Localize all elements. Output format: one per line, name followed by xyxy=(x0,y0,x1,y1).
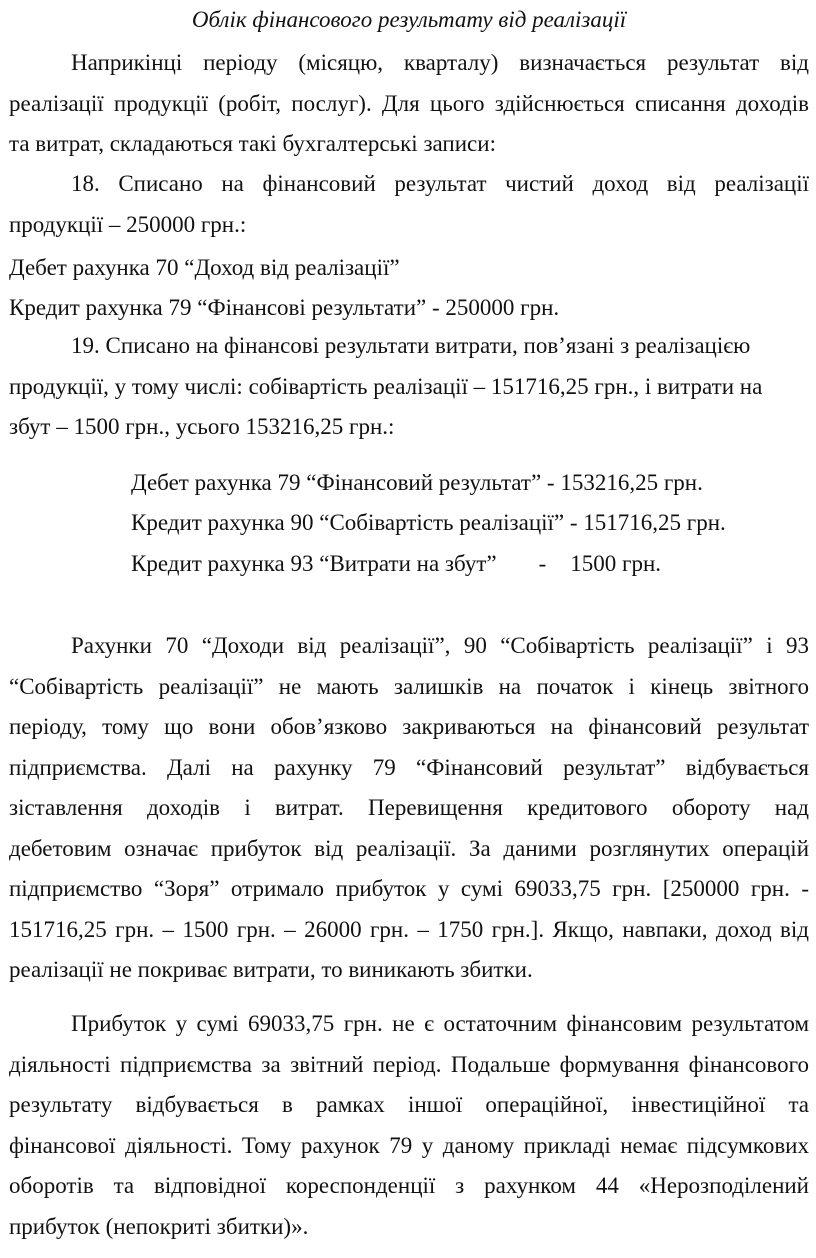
credit-93-account: Кредит рахунка 93 “Витрати на збут” xyxy=(131,551,497,576)
text-line: періоду, тому що вони обов’язково закриваються на фінансовий результат xyxy=(9,714,809,739)
text-line: оборотів та відповідної кореспонденції з рахунком 44 «Нерозподілений xyxy=(9,1173,809,1198)
text-line: реалізації продукції (робіт, послуг). Для цього здійснюється списання доходів xyxy=(9,90,809,116)
text-line: прибуток (непокриті збитки)». xyxy=(9,1213,309,1239)
operation-19-paragraph xyxy=(9,326,809,448)
text-line: дебетовим означає прибуток від реалізації. За даними розглянутих операцій xyxy=(9,835,809,861)
text-line: результату відбувається в рамках іншої операційної, інвестиційної та xyxy=(9,1092,809,1117)
text-line: підприємство “Зоря” отримало прибуток у сумі 69033,75 грн. [250000 грн. - xyxy=(9,876,809,901)
text-line: 18. Списано на фінансовий результат чистий доход від реалізації xyxy=(71,171,809,196)
text-line: діяльності підприємства за звітний період. Подальше формування фінансового xyxy=(9,1051,809,1077)
text-line: збут – 1500 грн., усього 153216,25 грн.: xyxy=(9,414,395,439)
text-line: 19. Списано на фінансові результати витрати, пов’язані з реалізацією xyxy=(71,333,751,358)
credit-93-amount: 1500 грн. xyxy=(570,551,662,576)
operation-18-debit: Дебет рахунка 70 “Доход від реалізації” xyxy=(9,255,400,280)
document-title: Облік фінансового результату від реалізації xyxy=(191,7,627,32)
profit-paragraph xyxy=(9,1004,809,1247)
operation-18-credit: Кредит рахунка 79 “Фінансові результати” - 250000 грн. xyxy=(9,295,560,320)
credit-93-dash: - xyxy=(538,551,547,576)
text-line: фінансової діяльності. Тому рахунок 79 у даному прикладі немає підсумкових xyxy=(9,1132,809,1158)
text-line: “Собівартість реалізації” не мають залишків на початок і кінець звітного xyxy=(9,673,809,699)
text-line: та витрат, складаються такі бухгалтерські записи: xyxy=(9,131,496,156)
accounts-paragraph xyxy=(9,626,809,991)
text-line: Наприкінці періоду (місяцю, кварталу) визначається результат від xyxy=(71,50,809,75)
text-line: реалізації не покриває витрати, то виникають збитки. xyxy=(9,957,533,982)
text-line: зіставлення доходів і витрат. Перевищення кредитового обороту над xyxy=(9,795,809,820)
text-line: Рахунки 70 “Доходи від реалізації”, 90 “Собівартість реалізації” і 93 xyxy=(71,633,809,658)
text-line: підприємства. Далі на рахунку 79 “Фінансовий результат” відбувається xyxy=(9,754,809,780)
intro-paragraph xyxy=(9,43,809,165)
operation-19-credit-93 xyxy=(131,549,661,579)
operation-19-debit: Дебет рахунка 79 “Фінансовий результат” - 153216,25 грн. xyxy=(131,470,703,495)
operation-18-paragraph xyxy=(9,164,809,245)
text-line: 151716,25 грн. – 1500 грн. – 26000 грн. – 1750 грн.]. Якщо, навпаки, доход від xyxy=(9,916,809,942)
text-line: продукції – 250000 грн.: xyxy=(9,211,247,237)
text-line: Прибуток у сумі 69033,75 грн. не є остаточним фінансовим результатом xyxy=(71,1011,809,1036)
operation-19-credit-90: Кредит рахунка 90 “Собівартість реалізації” - 151716,25 грн. xyxy=(131,510,726,535)
text-line: продукції, у тому числі: собівартість реалізації – 151716,25 грн., і витрати на xyxy=(9,373,763,399)
